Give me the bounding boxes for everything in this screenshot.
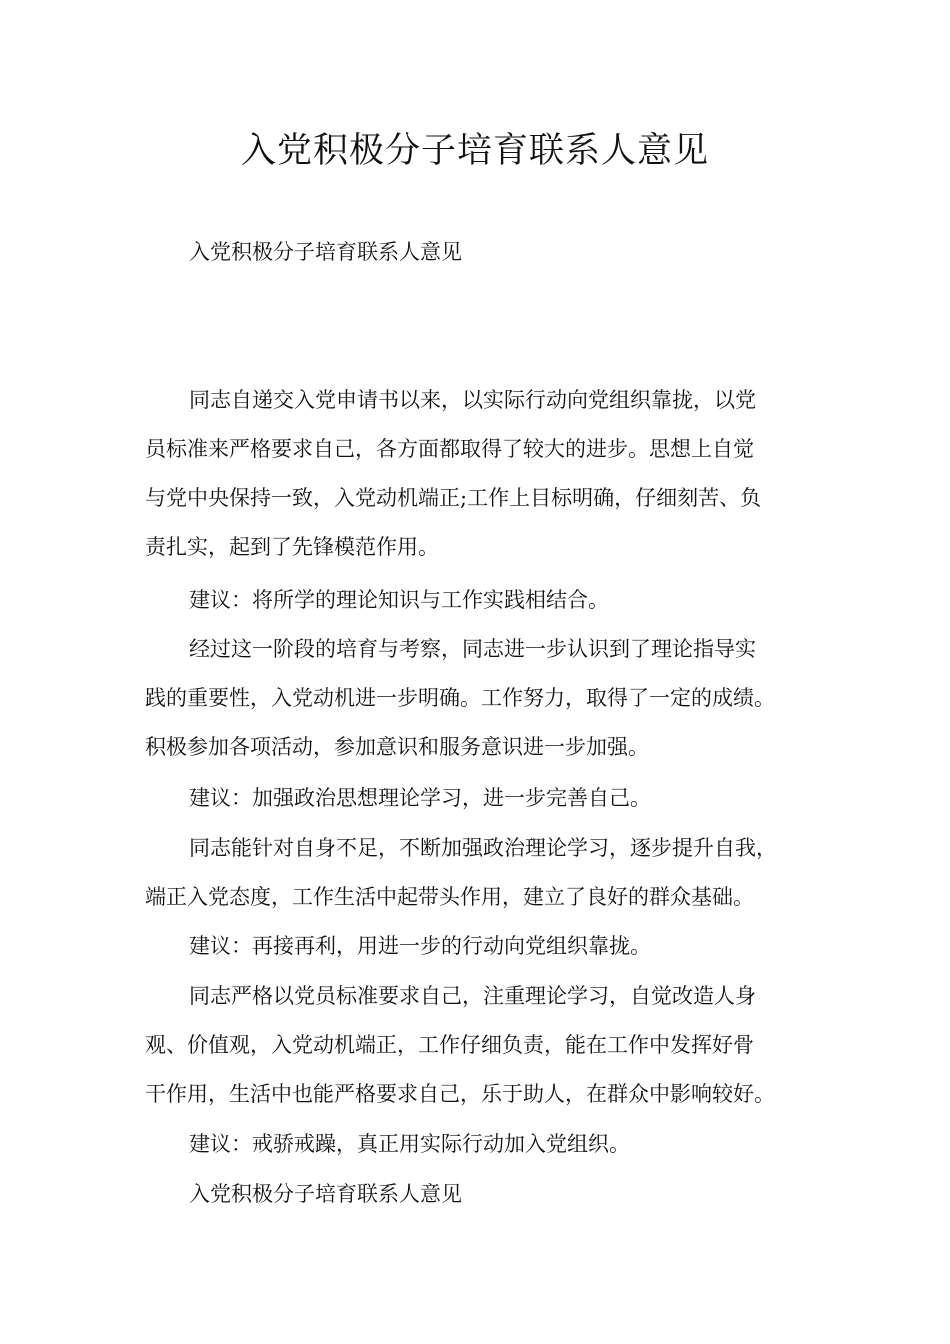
paragraph-line: 员标准来严格要求自己，各方面都取得了较大的进步。思想上自觉: [145, 437, 754, 461]
document-title: 入党积极分子培育联系人意见: [240, 131, 709, 171]
paragraph-line: 践的重要性，入党动机进一步明确。工作努力，取得了一定的成绩。: [145, 686, 775, 710]
suggestion-line: 建议：加强政治思想理论学习，进一步完善自己。: [189, 786, 651, 810]
paragraph-8: [145, 1120, 825, 1169]
paragraph-7: [145, 972, 825, 1119]
paragraph-4: [145, 774, 825, 823]
paragraph-line: 同志自递交入党申请书以来，以实际行动向党组织靠拢，以党: [189, 388, 756, 412]
paragraph-3: [145, 625, 825, 772]
paragraph-line: 观、价值观，入党动机端正，工作仔细负责，能在工作中发挥好骨: [145, 1033, 754, 1057]
suggestion-line: 建议：将所学的理论知识与工作实践相结合。: [189, 588, 609, 612]
paragraph-line: 经过这一阶段的培育与考察，同志进一步认识到了理论指导实: [189, 637, 756, 661]
paragraph-2: [145, 576, 825, 625]
paragraph-5: [145, 824, 825, 922]
paragraph-line: 同志严格以党员标准要求自己，注重理论学习，自觉改造人身: [189, 984, 756, 1008]
closing-line: 入党积极分子培育联系人意见: [189, 1182, 462, 1206]
suggestion-line: 建议：再接再利，用进一步的行动向党组织靠拢。: [189, 934, 651, 958]
paragraph-line: 同志能针对自身不足，不断加强政治理论学习，逐步提升自我，: [189, 836, 777, 860]
paragraph-line: 责扎实，起到了先锋模范作用。: [145, 535, 439, 559]
paragraph-6: [145, 922, 825, 971]
paragraph-1: [145, 376, 825, 572]
paragraph-line: 积极参加各项活动，参加意识和服务意识进一步加强。: [145, 735, 649, 759]
subtitle: 入党积极分子培育联系人意见: [189, 240, 462, 264]
suggestion-line: 建议：戒骄戒躁，真正用实际行动加入党组织。: [189, 1132, 630, 1156]
paragraph-line: 与党中央保持一致，入党动机端正;工作上目标明确，仔细刻苦、负: [145, 486, 762, 510]
paragraph-line: 干作用，生活中也能严格要求自己，乐于助人，在群众中影响较好。: [145, 1082, 775, 1106]
paragraph-line: 端正入党态度，工作生活中起带头作用，建立了良好的群众基础。: [145, 885, 754, 909]
